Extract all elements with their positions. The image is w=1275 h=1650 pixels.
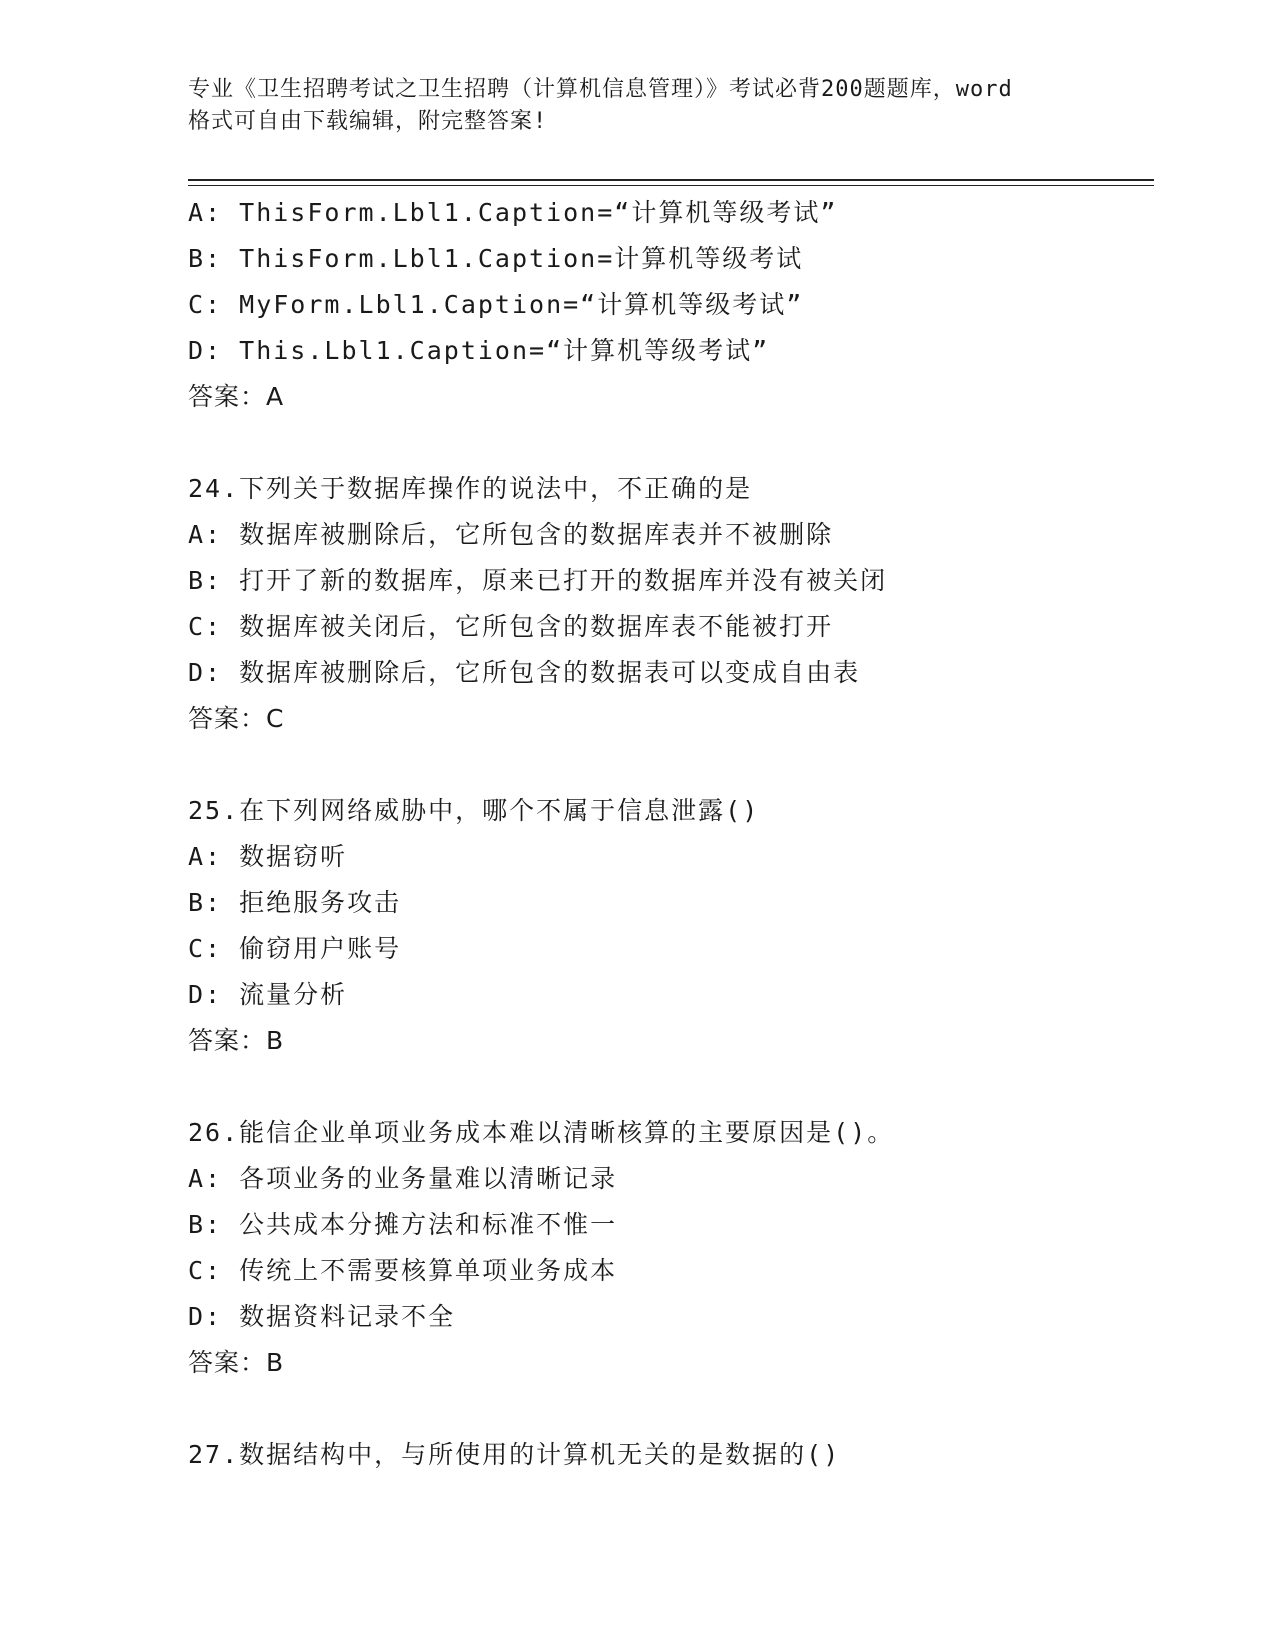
spacer (188, 420, 1154, 466)
option-b: B: 公共成本分摊方法和标准不惟一 (188, 1210, 618, 1239)
spacer (188, 742, 1154, 788)
question-23 (188, 190, 1154, 420)
header-title-line-2: 格式可自由下载编辑，附完整答案! (188, 109, 548, 134)
option-a: A: 数据窃听 (188, 842, 348, 871)
option-b: B: ThisForm.Lbl1.Caption=计算机等级考试 (188, 244, 804, 273)
question-25 (188, 788, 1154, 1064)
spacer (188, 1064, 1154, 1110)
option-b: B: 拒绝服务攻击 (188, 888, 402, 917)
option-b: B: 打开了新的数据库，原来已打开的数据库并没有被关闭 (188, 566, 888, 595)
option-d: D: 流量分析 (188, 980, 348, 1009)
header-divider-thin (188, 185, 1154, 186)
option-c: C: 传统上不需要核算单项业务成本 (188, 1256, 618, 1285)
document-header (188, 74, 1088, 138)
option-d: D: 数据库被删除后，它所包含的数据表可以变成自由表 (188, 658, 861, 687)
question-27 (188, 1432, 1154, 1478)
answer: 答案：B (188, 1348, 285, 1377)
option-c: C: MyForm.Lbl1.Caption=“计算机等级考试” (188, 290, 804, 319)
answer: 答案：C (188, 704, 285, 733)
header-divider-thick (188, 179, 1154, 181)
spacer (188, 1386, 1154, 1432)
question-24 (188, 466, 1154, 742)
option-c: C: 数据库被关闭后，它所包含的数据库表不能被打开 (188, 612, 834, 641)
answer: 答案：A (188, 382, 285, 411)
question-text: 27.数据结构中，与所使用的计算机无关的是数据的() (188, 1440, 841, 1469)
question-26 (188, 1110, 1154, 1386)
option-a: A: 数据库被删除后，它所包含的数据库表并不被删除 (188, 520, 834, 549)
question-text: 26.能信企业单项业务成本难以清晰核算的主要原因是()。 (188, 1118, 895, 1147)
option-c: C: 偷窃用户账号 (188, 934, 402, 963)
option-d: D: 数据资料记录不全 (188, 1302, 456, 1331)
answer: 答案：B (188, 1026, 285, 1055)
option-a: A: 各项业务的业务量难以清晰记录 (188, 1164, 618, 1193)
question-text: 24.下列关于数据库操作的说法中，不正确的是 (188, 474, 753, 503)
question-text: 25.在下列网络威胁中，哪个不属于信息泄露() (188, 796, 760, 825)
option-a: A: ThisForm.Lbl1.Caption=“计算机等级考试” (188, 198, 838, 227)
option-d: D: This.Lbl1.Caption=“计算机等级考试” (188, 336, 770, 365)
header-title-line-1: 专业《卫生招聘考试之卫生招聘（计算机信息管理）》考试必背200题题库，word (188, 77, 1013, 102)
question-list (188, 190, 1154, 1478)
